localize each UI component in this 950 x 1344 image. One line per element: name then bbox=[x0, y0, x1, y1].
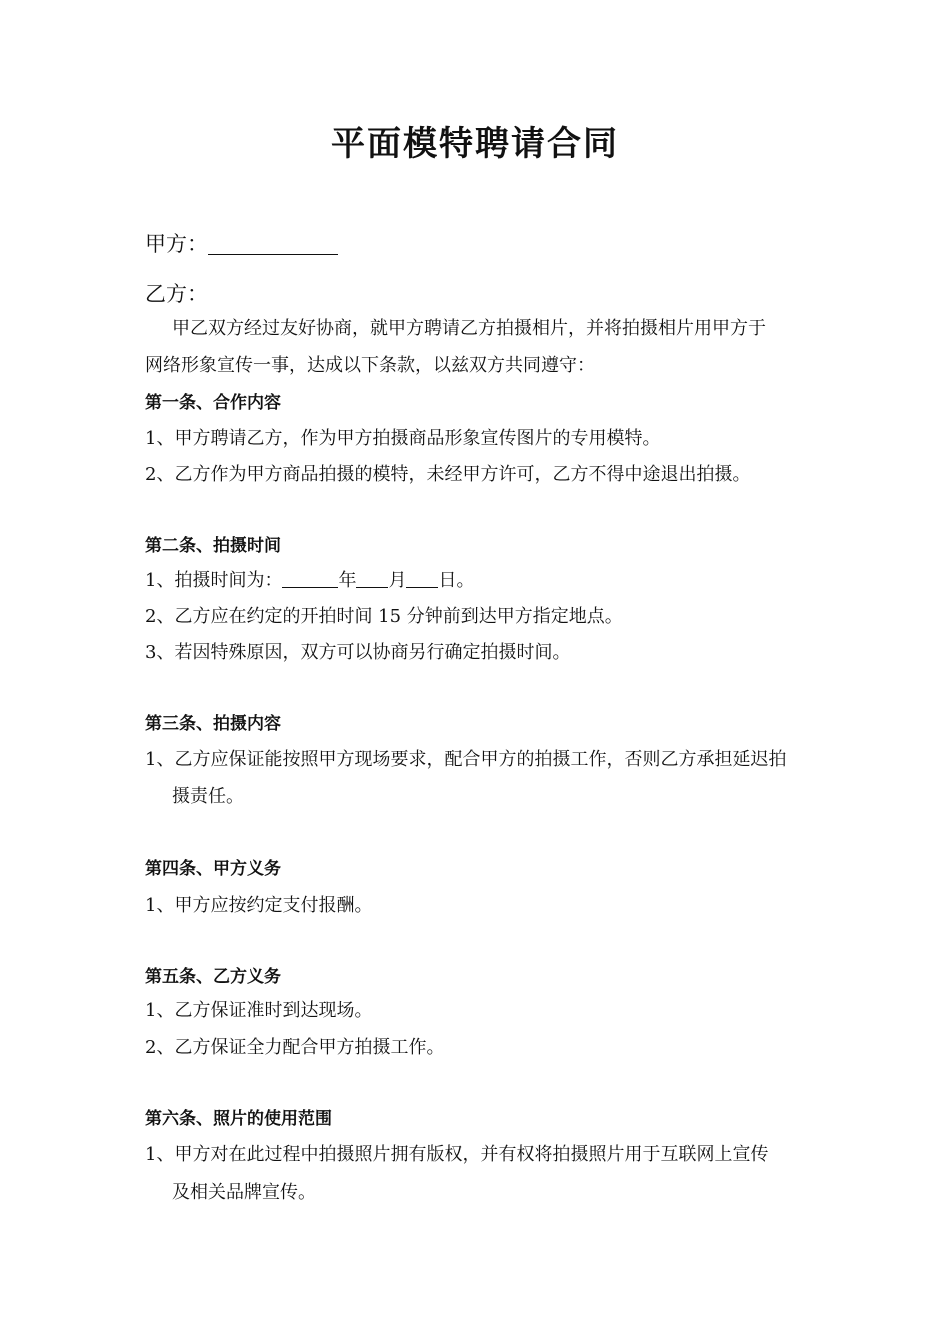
section-3-item-1: 1、乙方应保证能按照甲方现场要求，配合甲方的拍摄工作，否则乙方承担延迟拍 bbox=[145, 749, 787, 770]
section-6-item-1-cont: 及相关品牌宣传。 bbox=[172, 1182, 316, 1203]
section-heading-4: 第四条、甲方义务 bbox=[145, 859, 281, 879]
section-1-item-1: 1、甲方聘请乙方，作为甲方拍摄商品形象宣传图片的专用模特。 bbox=[145, 428, 661, 449]
section-4-item-1: 1、甲方应按约定支付报酬。 bbox=[145, 895, 373, 916]
shoot-time-prefix: 1、拍摄时间为： bbox=[145, 570, 283, 591]
section-6-item-1: 1、甲方对在此过程中拍摄照片拥有版权，并有权将拍摄照片用于互联网上宣传 bbox=[145, 1144, 769, 1165]
section-2-item-2: 2、乙方应在约定的开拍时间 15 分钟前到达甲方指定地点。 bbox=[145, 606, 623, 627]
party-b-label: 乙方： bbox=[145, 282, 208, 306]
section-5-item-1: 1、乙方保证准时到达现场。 bbox=[145, 1000, 373, 1021]
section-2-item-1 bbox=[145, 568, 474, 594]
party-a-label: 甲方： bbox=[145, 232, 208, 256]
section-5-item-2: 2、乙方保证全力配合甲方拍摄工作。 bbox=[145, 1037, 445, 1058]
year-blank bbox=[282, 569, 338, 588]
party-a-blank bbox=[208, 234, 338, 255]
section-heading-5: 第五条、乙方义务 bbox=[145, 967, 281, 987]
section-heading-6: 第六条、照片的使用范围 bbox=[145, 1109, 332, 1129]
intro-line-2: 网络形象宣传一事，达成以下条款，以兹双方共同遵守： bbox=[145, 355, 595, 376]
page-title: 平面模特聘请合同 bbox=[331, 124, 619, 164]
month-label: 月 bbox=[388, 570, 407, 591]
party-a-line bbox=[145, 229, 338, 259]
section-heading-1: 第一条、合作内容 bbox=[145, 393, 281, 413]
year-label: 年 bbox=[338, 570, 357, 591]
intro-line-1: 甲乙双方经过友好协商，就甲方聘请乙方拍摄相片，并将拍摄相片用甲方于 bbox=[172, 318, 766, 339]
section-1-item-2: 2、乙方作为甲方商品拍摄的模特，未经甲方许可，乙方不得中途退出拍摄。 bbox=[145, 464, 751, 485]
day-blank bbox=[406, 569, 438, 588]
section-heading-3: 第三条、拍摄内容 bbox=[145, 714, 281, 734]
section-3-item-1-cont: 摄责任。 bbox=[172, 786, 244, 807]
day-label: 日。 bbox=[438, 570, 475, 591]
section-heading-2: 第二条、拍摄时间 bbox=[145, 536, 281, 556]
section-2-item-3: 3、若因特殊原因，双方可以协商另行确定拍摄时间。 bbox=[145, 642, 571, 663]
month-blank bbox=[356, 569, 388, 588]
